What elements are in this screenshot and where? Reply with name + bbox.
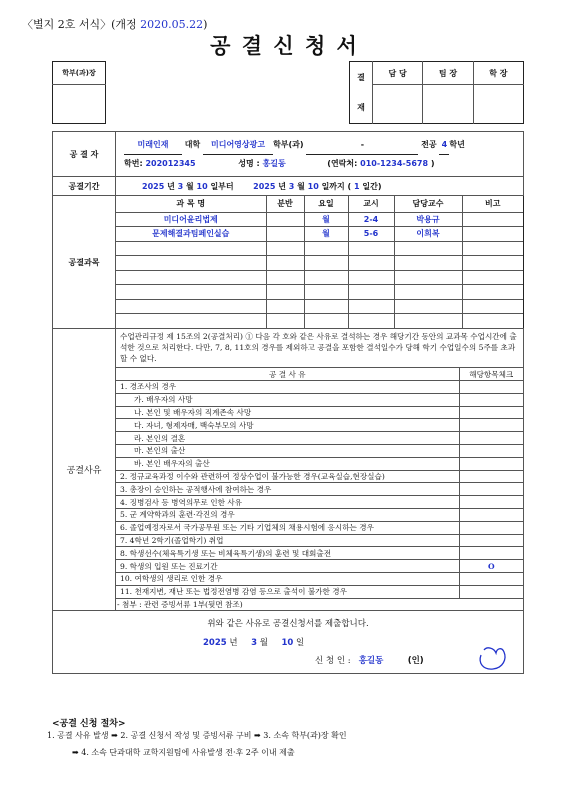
- reason-item: 다. 자녀, 형제자매, 백숙부모의 사망: [116, 419, 459, 432]
- reason-check-cell[interactable]: [459, 406, 523, 419]
- reason-item: 11. 천재지변, 재난 또는 법정전염병 감염 등으로 출석이 불가한 경우: [116, 585, 459, 598]
- form-header-note: 〈별지 2호 서식〉(개정 2020.05.22): [22, 18, 208, 31]
- course-cell[interactable]: [304, 270, 348, 285]
- course-cell[interactable]: [462, 241, 523, 256]
- course-row: [116, 299, 523, 314]
- col-check: 해당항목체크: [459, 368, 523, 381]
- course-cell[interactable]: [116, 314, 266, 329]
- reason-check-cell[interactable]: [459, 508, 523, 521]
- department-field[interactable]: 미디어영상광고: [203, 135, 273, 155]
- course-cell[interactable]: [304, 314, 348, 329]
- reason-item: 가. 배우자의 사망: [116, 393, 459, 406]
- start-month[interactable]: 3: [177, 181, 184, 191]
- course-cell[interactable]: [304, 285, 348, 300]
- reason-check-cell[interactable]: [459, 419, 523, 432]
- col-weekday: 요일: [304, 196, 348, 212]
- reason-row: [116, 419, 523, 432]
- reason-item: 4. 징병검사 등 병역의무로 인한 사유: [116, 496, 459, 509]
- approval-col-manager: 담 당: [373, 62, 423, 85]
- col-remarks: 비고: [462, 196, 523, 212]
- course-cell[interactable]: 5-6: [348, 227, 394, 242]
- applicant-name[interactable]: 홍길동: [358, 655, 384, 666]
- course-cell[interactable]: [462, 299, 523, 314]
- reason-check-cell[interactable]: [459, 572, 523, 585]
- reason-row: [116, 521, 523, 534]
- course-cell[interactable]: [116, 299, 266, 314]
- reason-check-cell[interactable]: [459, 483, 523, 496]
- course-cell[interactable]: [266, 285, 304, 300]
- reason-check-cell[interactable]: [459, 585, 523, 598]
- student-id-field[interactable]: 202012345: [145, 159, 196, 168]
- course-cell[interactable]: [116, 270, 266, 285]
- course-cell[interactable]: [304, 299, 348, 314]
- reasons-cell: [116, 329, 524, 611]
- course-cell[interactable]: [394, 314, 462, 329]
- submit-month[interactable]: 3: [251, 637, 258, 648]
- course-cell[interactable]: 월: [304, 212, 348, 227]
- page-title: 공 결 신 청 서: [210, 33, 359, 58]
- reason-item: 8. 학생선수(체육특기생 또는 비체육특기생)의 훈련 및 대회출전: [116, 547, 459, 560]
- course-cell[interactable]: [462, 270, 523, 285]
- course-cell[interactable]: [462, 227, 523, 242]
- period-info: 2025 년 3 월 10 일부터 2025 년 3 월 10 일까지 ( 1 일간): [116, 177, 524, 196]
- course-row: [116, 285, 523, 300]
- major-field[interactable]: -: [306, 135, 418, 155]
- reason-item: 라. 본인의 결혼: [116, 432, 459, 445]
- courses-header-row: [116, 196, 523, 212]
- reasons-body: [116, 381, 523, 599]
- end-day[interactable]: 10: [307, 181, 319, 191]
- reason-item: 바. 본인 배우자의 출산: [116, 457, 459, 470]
- course-row: [116, 314, 523, 329]
- reason-check-cell[interactable]: [459, 444, 523, 457]
- course-cell[interactable]: [348, 256, 394, 271]
- reason-check-cell[interactable]: [459, 432, 523, 445]
- course-cell[interactable]: [116, 256, 266, 271]
- course-cell[interactable]: [304, 256, 348, 271]
- approval-sign-team-lead[interactable]: [423, 85, 473, 124]
- reason-item: 7. 4학년 2학기(졸업학기) 취업: [116, 534, 459, 547]
- course-cell[interactable]: [462, 285, 523, 300]
- course-cell[interactable]: [462, 212, 523, 227]
- course-cell[interactable]: 문제해결과팀페인실습: [116, 227, 266, 242]
- reason-row: [116, 444, 523, 457]
- reason-item: 9. 학생의 입원 또는 진료기간: [116, 560, 459, 573]
- attachment-note: - 첨부 : 관련 증빙서류 1부(뒷면 참조): [117, 599, 243, 609]
- contact-field[interactable]: 010-1234-5678: [360, 159, 429, 168]
- course-cell[interactable]: [266, 299, 304, 314]
- reasons-label: 공결사유: [53, 329, 116, 611]
- courses-cell: [116, 196, 524, 329]
- course-row: [116, 270, 523, 285]
- reason-row: [116, 585, 523, 598]
- end-year[interactable]: 2025: [253, 181, 276, 191]
- submission-statement: 위와 같은 사유로 공결신청서를 제출합니다.: [207, 618, 369, 629]
- application-table: [52, 131, 524, 674]
- reasons-intro: 수업관리규정 제 15조의 2(공결처리) ① 다음 각 호와 같은 사유로 결석하는 경우 해당기간 동안의 교과목 수업시간에 출석한 것으로 처리한다. 다만, 7, 8, 11호의 경우를 제외하고 공결을 포함한 결석일수가 당해 학기 수업일수의 5주를 초과할 수 없다.: [120, 332, 517, 363]
- reason-row: [116, 547, 523, 560]
- reason-row: [116, 457, 523, 470]
- reason-item: 6. 졸업예정자로서 국가공무원 또는 기타 기업체의 채용시험에 응시하는 경우: [116, 521, 459, 534]
- revision-date: 2020.05.22: [140, 18, 204, 31]
- course-cell[interactable]: [348, 314, 394, 329]
- reason-row: [116, 572, 523, 585]
- courses-table: [116, 196, 523, 328]
- header-note-text: 〈별지 2호 서식〉(개정: [22, 18, 137, 31]
- reason-item: 3. 총장이 승인하는 공적행사에 참여하는 경우: [116, 483, 459, 496]
- submission-area: [53, 610, 524, 673]
- procedure-line-2: ➡ 4. 소속 단과대학 교학지원팀에 사유발생 전·후 2주 이내 제출: [72, 748, 295, 757]
- reason-item: 1. 경조사의 경우: [116, 381, 459, 394]
- approval-sign-dean[interactable]: [473, 85, 523, 124]
- course-cell[interactable]: [266, 241, 304, 256]
- reason-item: 10. 여학생의 생리로 인한 경우: [116, 572, 459, 585]
- course-cell[interactable]: [266, 256, 304, 271]
- reason-row: [116, 381, 523, 394]
- course-cell[interactable]: [394, 256, 462, 271]
- handwritten-signature: [475, 645, 509, 671]
- course-cell[interactable]: [116, 285, 266, 300]
- reason-check-cell[interactable]: [459, 547, 523, 560]
- reason-check-cell[interactable]: [459, 470, 523, 483]
- col-period: 교시: [348, 196, 394, 212]
- reason-check-cell[interactable]: [459, 521, 523, 534]
- dept-head-box: [52, 61, 106, 124]
- reason-row: [116, 560, 523, 573]
- reason-check-cell[interactable]: [459, 534, 523, 547]
- course-cell[interactable]: [348, 299, 394, 314]
- reasons-table: [116, 367, 523, 599]
- dept-head-label: 학부(과)장: [53, 62, 106, 85]
- submit-day[interactable]: 10: [281, 637, 294, 648]
- course-cell[interactable]: [116, 241, 266, 256]
- course-cell[interactable]: [348, 241, 394, 256]
- start-year[interactable]: 2025: [142, 181, 165, 191]
- name-field[interactable]: 홍길동: [262, 159, 286, 168]
- applicant-signature-line: 신 청 인 : 홍길동 (인): [315, 655, 424, 666]
- course-cell[interactable]: [394, 299, 462, 314]
- course-cell[interactable]: 이희복: [394, 227, 462, 242]
- reason-item: 마. 본인의 출산: [116, 444, 459, 457]
- period-label: 공결기간: [53, 177, 116, 196]
- col-section: 분반: [266, 196, 304, 212]
- reason-check-cell[interactable]: [459, 393, 523, 406]
- courses-body: [116, 212, 523, 328]
- col-reason: 공 결 사 유: [116, 368, 459, 381]
- course-cell[interactable]: [266, 212, 304, 227]
- reason-row: [116, 432, 523, 445]
- reason-check-cell[interactable]: [459, 457, 523, 470]
- course-cell[interactable]: [462, 256, 523, 271]
- end-month[interactable]: 3: [288, 181, 295, 191]
- course-row: [116, 212, 523, 227]
- seal-mark: (인): [407, 655, 424, 666]
- applicant-info: 미래인재 대학 미디어영상광고 학부(과) - 전공 4 학년 학번: 202012345 성명 : 홍길동 (연락처: 010-1234-5678 ): [116, 132, 524, 177]
- reason-row: [116, 483, 523, 496]
- reason-check-cell[interactable]: [459, 381, 523, 394]
- reason-row: [116, 508, 523, 521]
- grade-field[interactable]: 4: [439, 135, 449, 155]
- procedure-line-1: 1. 공결 사유 발생 ➡ 2. 공결 신청서 작성 및 증빙서류 구비 ➡ 3. 소속 학부(과)장 확인: [47, 731, 347, 740]
- reason-item: 나. 본인 및 배우자의 직계존속 사망: [116, 406, 459, 419]
- reason-item: 2. 정규교육과정 이수와 관련하여 정상수업이 불가능한 경우(교육실습,현장실습): [116, 470, 459, 483]
- course-cell[interactable]: 박용규: [394, 212, 462, 227]
- submission-date: 2025 년 3 월 10 일: [203, 637, 305, 648]
- dept-head-sign-area[interactable]: [53, 85, 106, 124]
- course-row: [116, 227, 523, 242]
- col-course-name: 과 목 명: [116, 196, 266, 212]
- course-row: [116, 241, 523, 256]
- reason-row: [116, 393, 523, 406]
- course-row: [116, 256, 523, 271]
- course-cell[interactable]: [348, 270, 394, 285]
- applicant-label: 공 결 자: [53, 132, 116, 177]
- submit-year[interactable]: 2025: [203, 637, 227, 648]
- course-cell[interactable]: [394, 241, 462, 256]
- approval-box: [349, 61, 524, 124]
- courses-label: 공결과목: [53, 196, 116, 329]
- procedure-title: <공결 신청 절차>: [52, 719, 126, 729]
- reason-item: 5. 군 계약학과의 훈련·각진의 경우: [116, 508, 459, 521]
- course-cell[interactable]: [266, 270, 304, 285]
- course-cell[interactable]: [394, 285, 462, 300]
- course-cell[interactable]: [304, 241, 348, 256]
- reason-row: [116, 470, 523, 483]
- start-day[interactable]: 10: [196, 181, 208, 191]
- course-cell[interactable]: [348, 285, 394, 300]
- reason-check-cell[interactable]: O: [459, 560, 523, 573]
- course-cell[interactable]: [394, 270, 462, 285]
- college-field[interactable]: 미래인재: [124, 135, 182, 155]
- course-cell[interactable]: 월: [304, 227, 348, 242]
- total-days[interactable]: 1: [354, 181, 360, 191]
- approval-col-dean: 학 장: [473, 62, 523, 85]
- approval-side-label: 결 재: [350, 62, 373, 124]
- approval-col-team-lead: 팀 장: [423, 62, 473, 85]
- course-cell[interactable]: 미디어윤리법제: [116, 212, 266, 227]
- reason-check-cell[interactable]: [459, 496, 523, 509]
- reason-row: [116, 496, 523, 509]
- course-cell[interactable]: [266, 314, 304, 329]
- reason-row: [116, 406, 523, 419]
- col-professor: 담당교수: [394, 196, 462, 212]
- course-cell[interactable]: 2-4: [348, 212, 394, 227]
- reason-row: [116, 534, 523, 547]
- course-cell[interactable]: [266, 227, 304, 242]
- course-cell[interactable]: [462, 314, 523, 329]
- approval-sign-manager[interactable]: [373, 85, 423, 124]
